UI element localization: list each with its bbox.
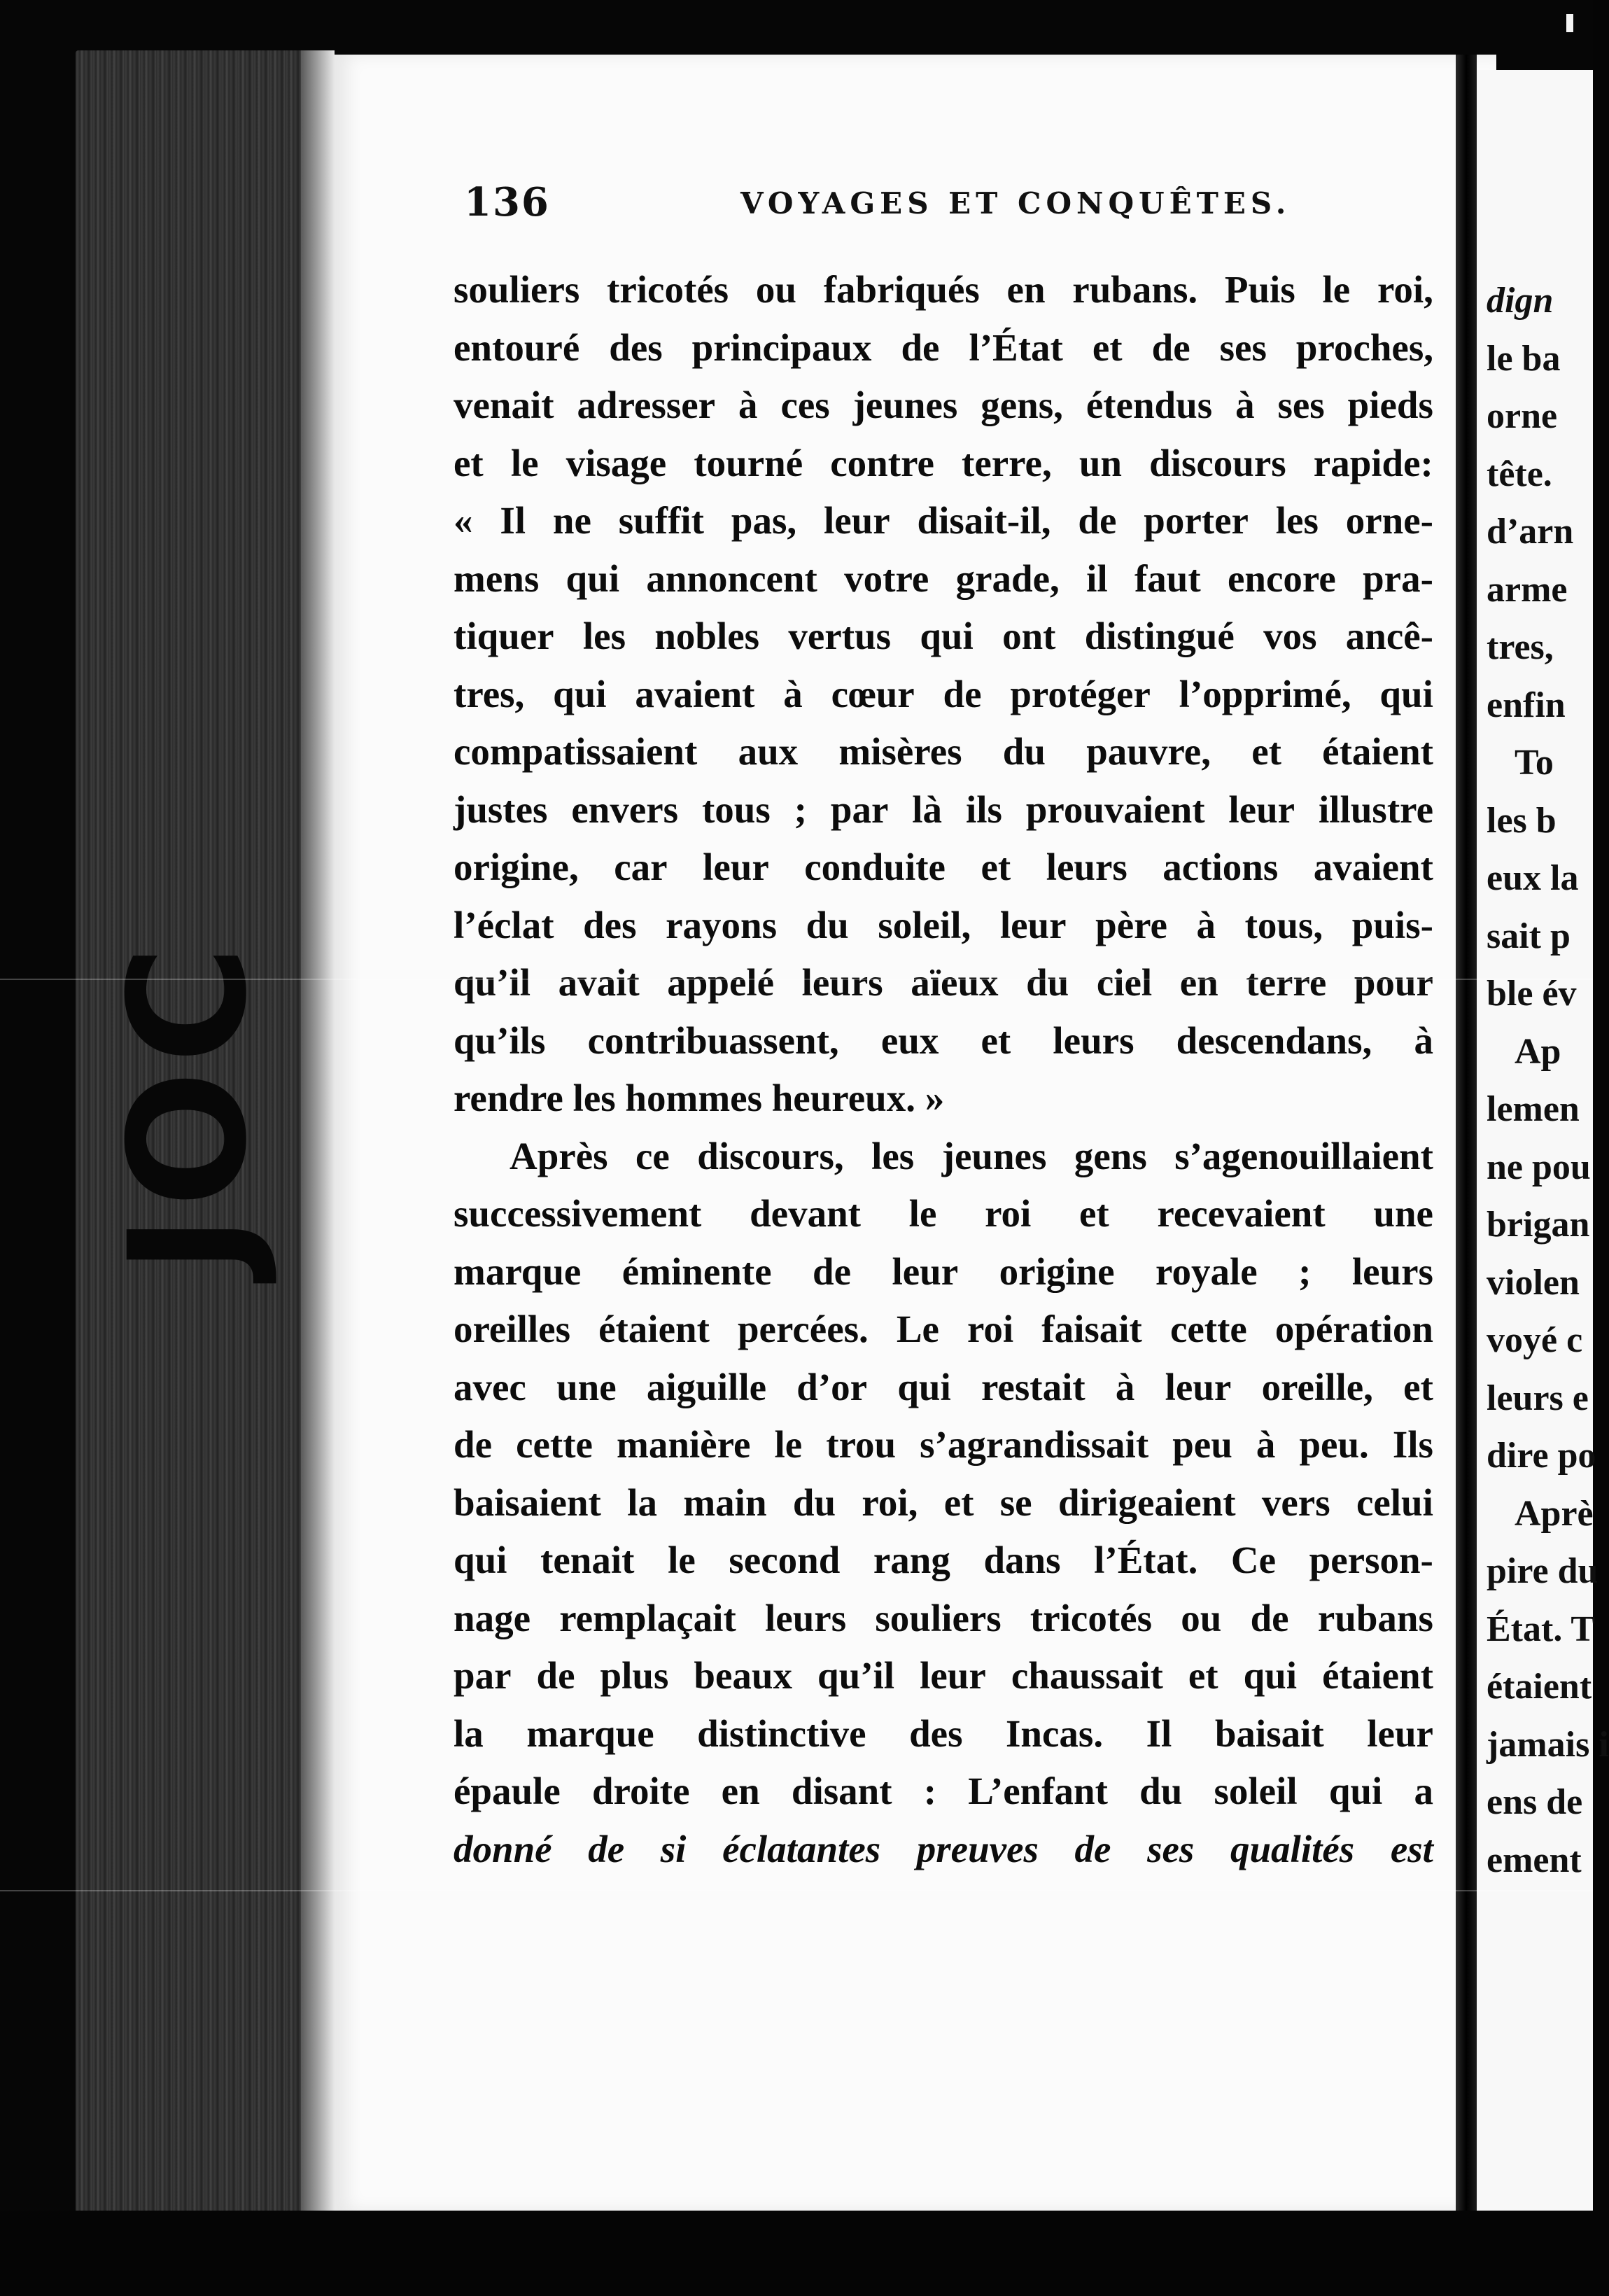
text-line: qu’il avait appelé leurs aïeux du ciel en terre pour	[454, 961, 1433, 1004]
text-line: compatissaient aux misères du pauvre, et étaient	[454, 730, 1433, 773]
facing-text-fragment: violen	[1487, 1262, 1580, 1303]
scan-bottom-border	[0, 2211, 1593, 2296]
text-line: entouré des principaux de l’État et de ses proches,	[454, 326, 1433, 369]
text-line: l’éclat des rayons du soleil, leur père à tous, puis-	[454, 903, 1433, 946]
text-line: nage remplaçait leurs souliers tricotés ou de rubans	[454, 1596, 1433, 1639]
facing-text-fragment: les b	[1487, 800, 1557, 841]
facing-text-fragment: tres,	[1487, 627, 1554, 667]
text-line: Après ce discours, les jeunes gens s’agenouillaient	[510, 1134, 1433, 1177]
left-page	[335, 55, 1496, 2211]
text-line: tiquer les nobles vertus qui ont distingué vos ancê-	[454, 615, 1433, 657]
facing-text-fragment: tête.	[1487, 454, 1552, 494]
facing-text-fragment: État. T	[1487, 1609, 1596, 1649]
facing-text-fragment: Ap	[1515, 1031, 1561, 1072]
scan-artifact-line	[0, 1890, 1593, 1891]
facing-text-fragment: pire du	[1487, 1551, 1599, 1591]
running-title: VOYAGES ET CONQUÊTES.	[740, 186, 1291, 220]
text-line: justes envers tous ; par là ils prouvaient leur illustre	[454, 788, 1433, 831]
facing-text-fragment: dire po	[1487, 1436, 1596, 1476]
facing-text-fragment: To	[1515, 743, 1554, 783]
text-line: par de plus beaux qu’il leur chaussait et qui étaient	[454, 1654, 1433, 1697]
facing-text-fragment: le ba	[1487, 338, 1561, 379]
spine-stamp-text: JOC	[95, 938, 283, 1274]
facing-text-fragment: ble év	[1487, 974, 1577, 1014]
book-gutter	[1456, 55, 1477, 2211]
facing-text-fragment: étaient	[1487, 1667, 1592, 1707]
facing-text-fragment: d’arn	[1487, 512, 1574, 552]
scan-artifact-line	[0, 979, 1593, 980]
facing-text-fragment: enfin	[1487, 685, 1566, 725]
facing-text-fragment: jamais i	[1487, 1724, 1609, 1765]
text-line: baisaient la main du roi, et se dirigeaient vers celui	[454, 1480, 1433, 1524]
page-number: 136	[464, 179, 550, 225]
facing-text-fragment: arme	[1487, 569, 1568, 610]
text-line: successivement devant le roi et recevaient une	[454, 1192, 1433, 1235]
text-line: rendre les hommes heureux. »	[454, 1077, 945, 1119]
text-line: origine, car leur conduite et leurs actions avaient	[454, 846, 1433, 888]
text-line: qui tenait le second rang dans l’État. Ce person-	[454, 1539, 1433, 1581]
scan-corner-mark	[1566, 14, 1573, 32]
facing-text-fragment: dign	[1487, 281, 1554, 321]
text-line: « Il ne suffit pas, leur disait-il, de porter les orne-	[454, 499, 1433, 542]
facing-text-fragment: orne	[1487, 396, 1558, 436]
facing-text-fragment: lemen	[1487, 1089, 1580, 1129]
body-text	[454, 261, 1433, 1878]
spine-stamp	[95, 868, 283, 1344]
facing-text-fragment: ement	[1487, 1840, 1582, 1880]
running-head	[464, 179, 1437, 235]
facing-text-fragment: ens de	[1487, 1782, 1583, 1822]
facing-text-fragment: Aprè	[1515, 1493, 1594, 1534]
text-line: venait adresser à ces jeunes gens, étendus à ses pieds	[454, 384, 1433, 426]
text-line: la marque distinctive des Incas. Il baisait leur	[454, 1712, 1433, 1755]
text-line: tres, qui avaient à cœur de protéger l’opprimé, qui	[454, 672, 1433, 715]
text-line: avec une aiguille d’or qui restait à leur oreille, et	[454, 1365, 1433, 1408]
facing-text-fragment: leurs e	[1487, 1378, 1589, 1418]
text-line: oreilles étaient percées. Le roi faisait cette opération	[454, 1308, 1433, 1350]
facing-text-fragment: sait p	[1487, 916, 1571, 956]
text-line: donné de si éclatantes preuves de ses qualités est	[454, 1827, 1433, 1870]
text-line: qu’ils contribuassent, eux et leurs descendans, à	[454, 1018, 1433, 1062]
text-line: de cette manière le trou s’agrandissait peu à peu. Ils	[454, 1423, 1433, 1466]
text-line: et le visage tourné contre terre, un discours rapide:	[454, 441, 1433, 484]
facing-text-fragment: voyé c	[1487, 1320, 1583, 1360]
facing-text-fragment: brigan	[1487, 1205, 1590, 1245]
facing-text-fragment: ne pou	[1487, 1147, 1591, 1187]
text-line: mens qui annoncent votre grade, il faut encore pra-	[454, 556, 1433, 600]
text-line: souliers tricotés ou fabriqués en rubans. Puis le roi,	[454, 268, 1433, 311]
text-line: marque éminente de leur origine royale ; leurs	[454, 1250, 1433, 1293]
facing-text-fragment: eux la	[1487, 858, 1579, 898]
text-line: épaule droite en disant : L’enfant du soleil qui a	[454, 1770, 1433, 1812]
